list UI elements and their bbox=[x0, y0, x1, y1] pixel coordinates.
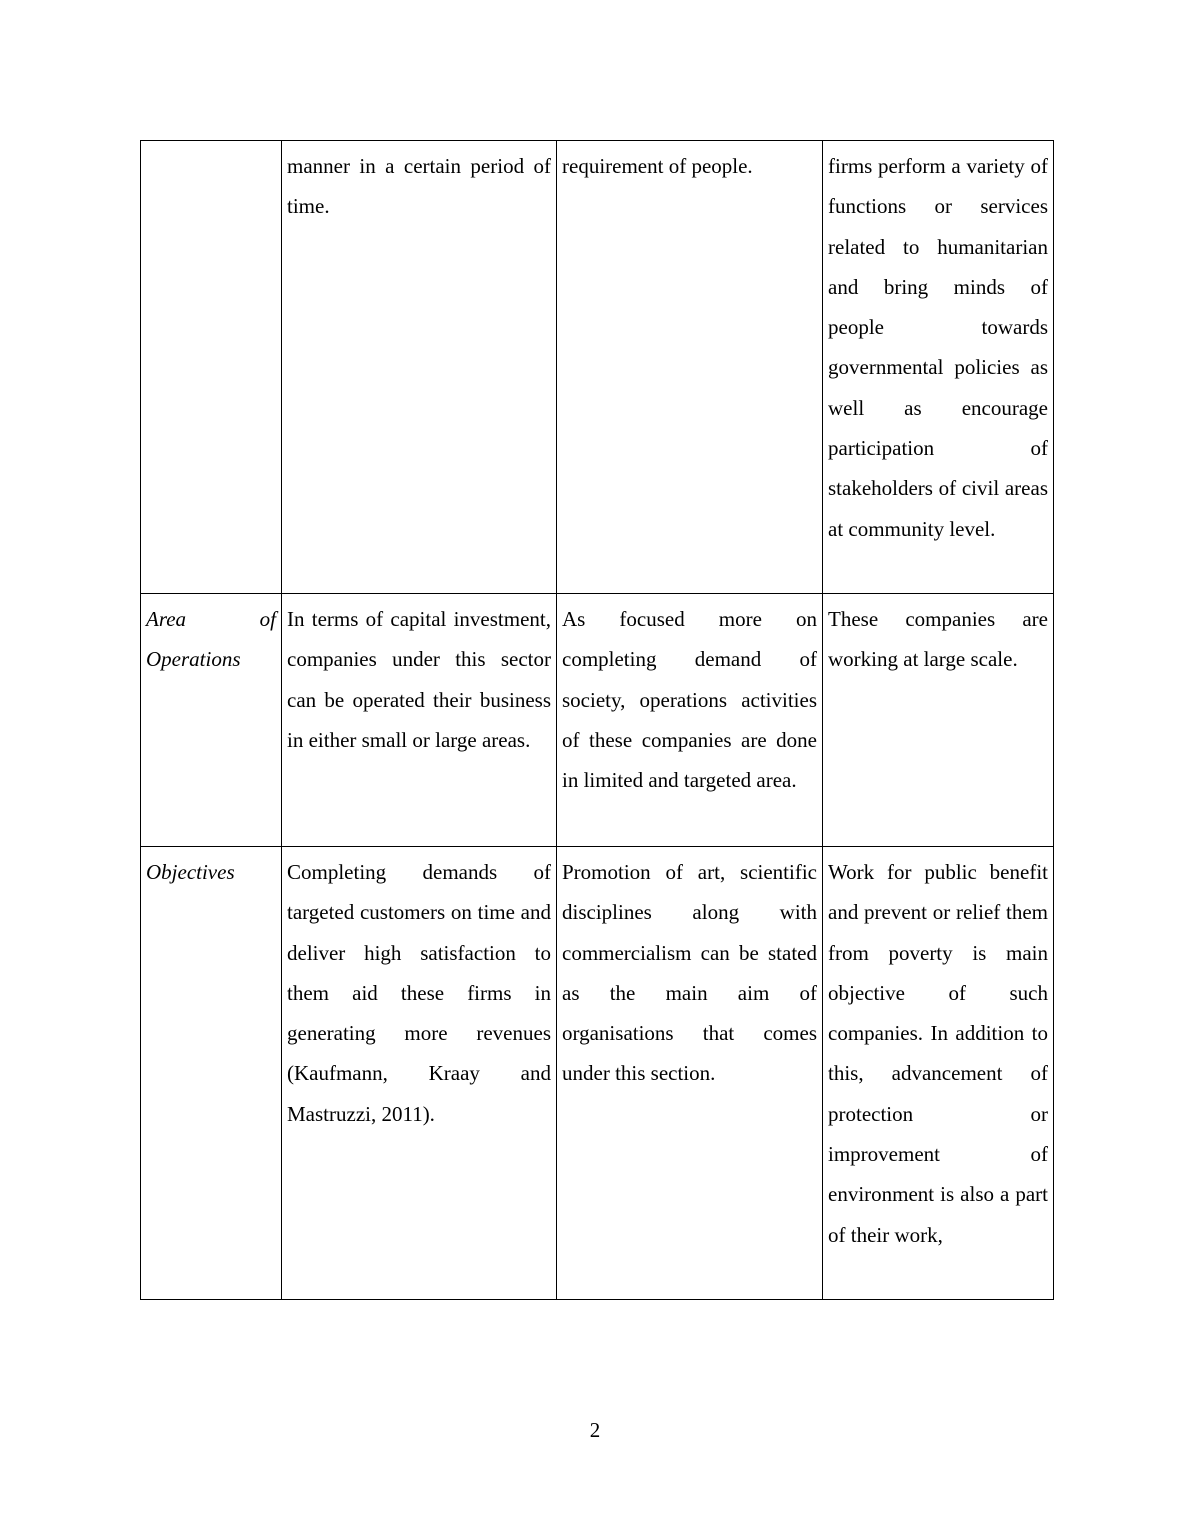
comparison-table bbox=[140, 140, 1054, 1300]
table-row bbox=[141, 141, 1054, 594]
table-row bbox=[141, 847, 1054, 1300]
row-label-cell bbox=[141, 141, 282, 594]
page-number: 2 bbox=[589, 1418, 601, 1442]
table-cell: manner in a certain period of time. bbox=[282, 141, 557, 594]
table-cell: In terms of capital investment, companies under this sector can be operated their business in either small or large areas. bbox=[282, 594, 557, 847]
table-cell: As focused more on completing demand of society, operations activities of these companies are done in limited and targeted area. bbox=[557, 594, 823, 847]
row-label-cell: Area of Operations bbox=[141, 594, 282, 847]
table-cell: Promotion of art, scientific disciplines along with commercialism can be stated as the main aim of organisations that comes under this section. bbox=[557, 847, 823, 1300]
table-cell: These companies are working at large scale. bbox=[823, 594, 1054, 847]
table-cell: requirement of people. bbox=[557, 141, 823, 594]
row-label-cell: Objectives bbox=[141, 847, 282, 1300]
table-cell: firms perform a variety of functions or services related to humanitarian and bring minds of people towards governmental policies as well as encourage participation of stakeholders of civil areas at community level. bbox=[823, 141, 1054, 594]
table-cell: Completing demands of targeted customers on time and deliver high satisfaction to them aid these firms in generating more revenues (Kaufmann, Kraay and Mastruzzi, 2011). bbox=[282, 847, 557, 1300]
table-cell: Work for public benefit and prevent or relief them from poverty is main objective of such companies. In addition to this, advancement of protection or improvement of environment is also a part of their work, bbox=[823, 847, 1054, 1300]
table-row bbox=[141, 594, 1054, 847]
